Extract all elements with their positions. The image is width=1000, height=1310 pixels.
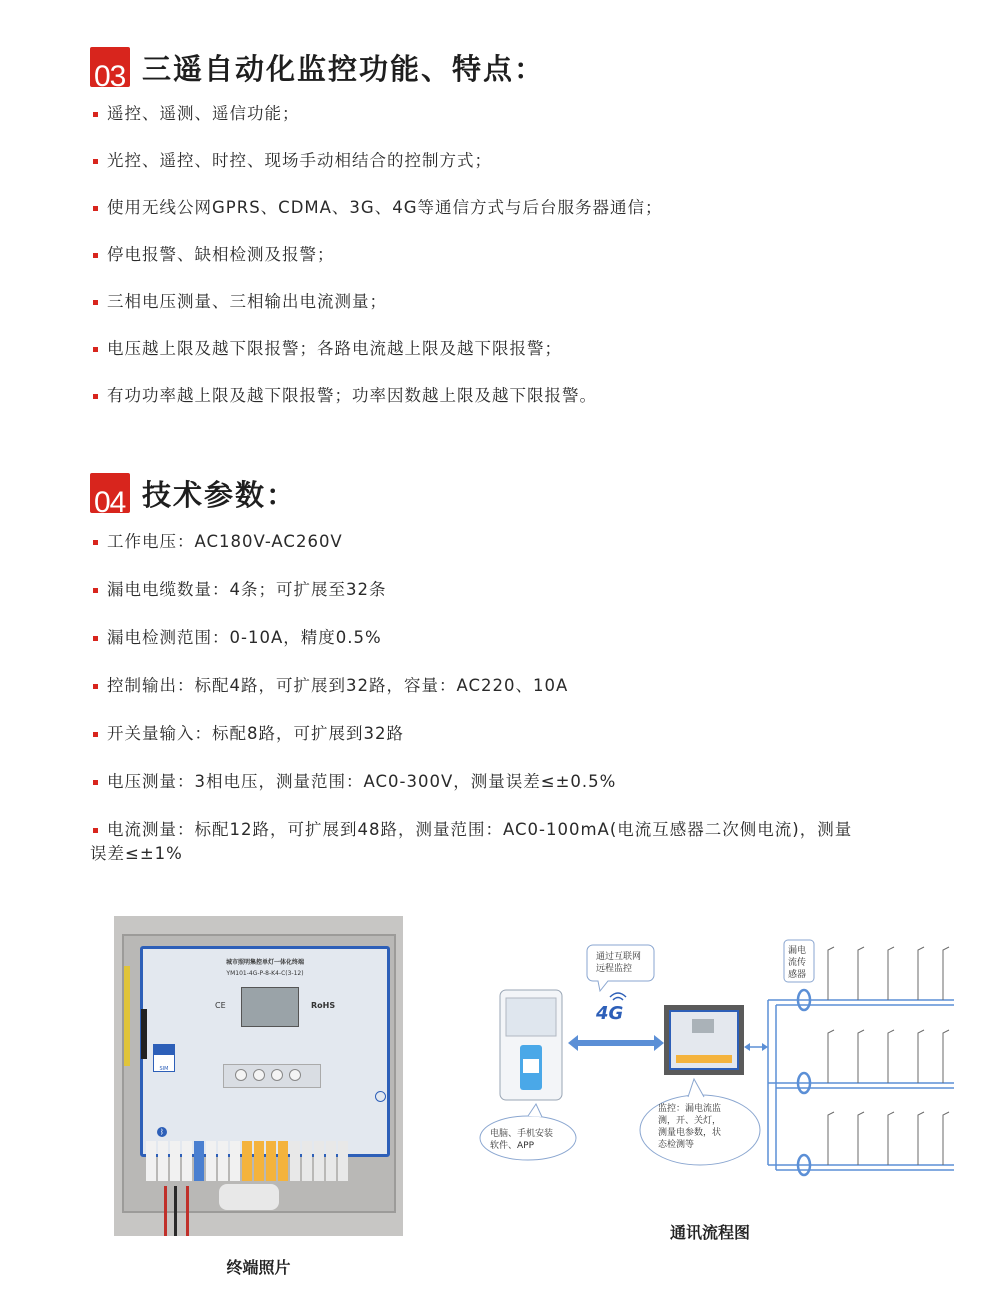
section-03-header	[90, 44, 545, 90]
list-item: 工作电压：AC180V-AC260V	[90, 530, 910, 554]
sensor-label-3: 感器	[788, 970, 807, 980]
bluetooth-icon: ᛒ	[157, 1127, 167, 1137]
terminal-label-2: 测，开、关灯，	[658, 1116, 722, 1126]
list-item: 电压测量：3相电压，测量范围：AC0-300V，测量误差≤±0.5%	[90, 770, 910, 794]
sensor-label-1: 漏电	[788, 946, 807, 956]
sensor-label-2: 流传	[788, 958, 807, 968]
terminal-bubble	[640, 1079, 760, 1165]
network-label: 4G	[596, 1003, 624, 1024]
list-item: 漏电电缆数量：4条；可扩展至32条	[90, 578, 910, 602]
list-item: 开关量输入：标配8路，可扩展到32路	[90, 722, 910, 746]
list-item: 电流测量：标配12路，可扩展到48路，测量范围：AC0-100mA(电流互感器二次侧电流)，测量误差≤±1%	[90, 818, 860, 866]
output-arrow	[744, 1043, 768, 1051]
reset-ring	[375, 1091, 386, 1102]
knob	[253, 1069, 265, 1081]
panel-title: 城市照明集控单灯一体化终端	[225, 959, 304, 966]
terminal-label-4: 态检测等	[658, 1140, 695, 1150]
terminal-label-1: 监控：漏电流监	[658, 1104, 722, 1114]
sim-slot	[153, 1044, 175, 1072]
sim-label: SIM	[159, 1066, 169, 1072]
client-label-1: 电脑、手机安装	[490, 1129, 554, 1139]
terminal-label-3: 测量电参数，状	[658, 1128, 722, 1138]
panel-model: YM101-4G-P-8-K4-C(3-12)	[226, 970, 304, 977]
terminal-block	[146, 1141, 350, 1181]
section-number: 03	[94, 60, 126, 87]
section-04-header	[90, 470, 297, 516]
list-item: 控制输出：标配4路，可扩展到32路，容量：AC220、10A	[90, 674, 910, 698]
spec-list	[90, 530, 910, 890]
client-bubble	[480, 1104, 576, 1160]
list-item: 三相电压测量、三相输出电流测量；	[90, 290, 910, 314]
list-item: 电压越上限及越下限报警；各路电流越上限及越下限报警；	[90, 337, 910, 361]
client-label-2: 软件、APP	[490, 1141, 535, 1151]
list-item: 遥控、遥测、遥信功能；	[90, 102, 910, 126]
list-item: 漏电检测范围：0-10A，精度0.5%	[90, 626, 910, 650]
knob	[289, 1069, 301, 1081]
feature-list	[90, 102, 910, 431]
knob	[271, 1069, 283, 1081]
data-link-arrow	[568, 1035, 664, 1051]
cable	[174, 1186, 177, 1236]
terminal-box	[664, 1005, 744, 1075]
lcd-screen	[241, 987, 299, 1027]
list-item: 光控、遥控、时控、现场手动相结合的控制方式；	[90, 149, 910, 173]
antenna	[141, 1009, 147, 1059]
section-number-badge	[90, 473, 130, 513]
section-title: 技术参数：	[142, 477, 298, 512]
knob	[235, 1069, 247, 1081]
list-item: 使用无线公网GPRS、CDMA、3G、4G等通信方式与后台服务器通信；	[90, 196, 910, 220]
section-title: 三遥自动化监控功能、特点：	[142, 51, 546, 86]
photo-caption: 终端照片	[226, 1258, 291, 1277]
ce-mark: CE	[215, 1001, 226, 1010]
cabinet	[122, 934, 396, 1213]
signal-icon	[610, 993, 626, 1000]
communication-diagram	[478, 935, 958, 1185]
client-device	[500, 990, 562, 1100]
diagram-caption: 通讯流程图	[669, 1223, 750, 1242]
section-number: 04	[94, 486, 126, 513]
sensor-bubble	[784, 940, 814, 982]
cable-gland	[219, 1184, 279, 1210]
street-lights	[828, 947, 949, 1165]
terminal-photo	[114, 916, 403, 1236]
terminal-panel	[140, 946, 390, 1157]
cable	[164, 1186, 167, 1236]
list-item: 有功功率越上限及越下限报警；功率因数越上限及越下限报警。	[90, 384, 910, 408]
list-item: 停电报警、缺相检测及报警；	[90, 243, 910, 267]
cable	[186, 1186, 189, 1236]
remote-label-2: 远程监控	[596, 964, 633, 974]
remote-label-1: 通过互联网	[596, 952, 642, 962]
rohs-mark: RoHS	[311, 1001, 336, 1010]
section-number-badge	[90, 47, 130, 87]
remote-bubble	[587, 945, 654, 991]
lighting-circuits	[768, 990, 954, 1175]
